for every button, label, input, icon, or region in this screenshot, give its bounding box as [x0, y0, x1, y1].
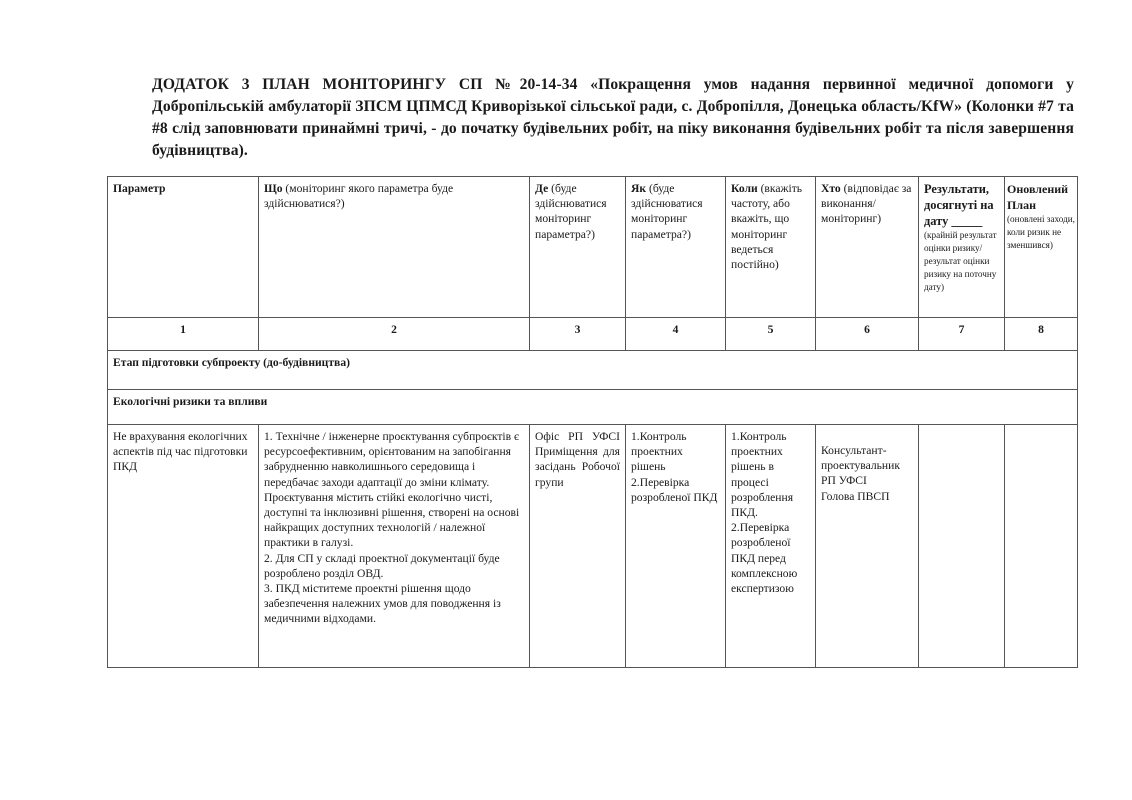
header-results-title: Результати, досягнуті на дату _____	[924, 182, 994, 228]
header-who-note: (відповідає за виконання/ моніторинг)	[821, 182, 912, 226]
monitoring-plan-table	[107, 176, 1078, 668]
stage-row	[108, 351, 1078, 390]
cell-where: Офіс РП УФСІ Приміщення для засідань Робочої групи	[530, 425, 626, 668]
cell-what: 1. Технічне / інженерне проєктування субпроєктів є ресурсоефективним, орієнтованим на запобігання забрудненню навколишнього середовища і передбачає заходи адаптації до зміни клімату. Проєктування містить стійкі екологічно чисті, доступні та інклюзивні рішення, створені на основі найкращих доступних технологій / належної практики в галузі. 2. Для СП у складі проектної документації буде розроблено розділ ОВД. 3. ПКД міститеме проектні рішення щодо забезпечення належних умов для поводження із медичними відходами.	[259, 425, 530, 668]
header-when-note: (вкажіть частоту, або вкажіть, що моніторинг ведеться постійно)	[731, 182, 803, 272]
cell-results	[919, 425, 1005, 668]
header-parameter-title: Параметр	[113, 182, 166, 195]
column-numbers-row	[108, 318, 1078, 351]
header-when-title: Коли	[731, 182, 758, 195]
cell-updated-plan	[1005, 425, 1078, 668]
header-where	[530, 177, 626, 318]
header-when	[726, 177, 816, 318]
header-who	[816, 177, 919, 318]
table-row	[108, 425, 1078, 668]
column-number: 8	[1005, 318, 1078, 351]
cell-who: Консультант-проектувальник РП УФСІ Голова ПВСП	[816, 425, 919, 668]
header-where-title: Де	[535, 182, 549, 195]
header-results	[919, 177, 1005, 318]
subsection-title: Екологічні ризики та впливи	[108, 390, 1078, 425]
header-what-title: Що	[264, 182, 283, 195]
cell-how: 1.Контроль проектних рішень 2.Перевірка розробленої ПКД	[626, 425, 726, 668]
header-where-note: (буде здійснюватися моніторинг параметра?)	[535, 182, 607, 241]
column-number: 3	[530, 318, 626, 351]
header-what	[259, 177, 530, 318]
header-what-note: (моніторинг якого параметра буде здійснюватися?)	[264, 182, 454, 211]
column-number: 6	[816, 318, 919, 351]
column-number: 1	[108, 318, 259, 351]
cell-when: 1.Контроль проектних рішень в процесі розроблення ПКД. 2.Перевірка розробленої ПКД перед комплексною експертизою	[726, 425, 816, 668]
column-number: 2	[259, 318, 530, 351]
cell-parameter: Не врахування екологічних аспектів під час підготовки ПКД	[108, 425, 259, 668]
stage-title: Етап підготовки субпроекту (до-будівництва)	[108, 351, 1078, 390]
header-how-note: (буде здійснюватися моніторинг параметра?)	[631, 182, 703, 241]
document-heading: ДОДАТОК 3 ПЛАН МОНІТОРИНГУ СП №20-14-34 «Покращення умов надання первинної медичної допомоги у Добропільській амбулаторії ЗПСМ ЦПМСД Криворізької сільської ради, с. Добропілля, Донецька область/KfW» (Колонки #7 та #8 слід заповнювати принаймні тричі, - до початку будівельних робіт, на піку виконання будівельних робіт та після завершення будівництва).	[152, 76, 1074, 159]
subsection-row	[108, 390, 1078, 425]
header-parameter	[108, 177, 259, 318]
column-number: 7	[919, 318, 1005, 351]
header-how	[626, 177, 726, 318]
column-number: 4	[626, 318, 726, 351]
header-who-title: Хто	[821, 182, 841, 195]
table-header-row	[108, 177, 1078, 318]
header-how-title: Як	[631, 182, 647, 195]
header-results-note: (крайній результат оцінки ризику/результат оцінки ризику на поточну дату)	[924, 230, 997, 292]
column-number: 5	[726, 318, 816, 351]
header-updated-plan-title: Оновлений План	[1007, 182, 1069, 212]
header-updated-plan-note: (оновлені заходи, коли ризик не зменшився)	[1007, 214, 1075, 250]
header-updated-plan	[1005, 177, 1078, 318]
